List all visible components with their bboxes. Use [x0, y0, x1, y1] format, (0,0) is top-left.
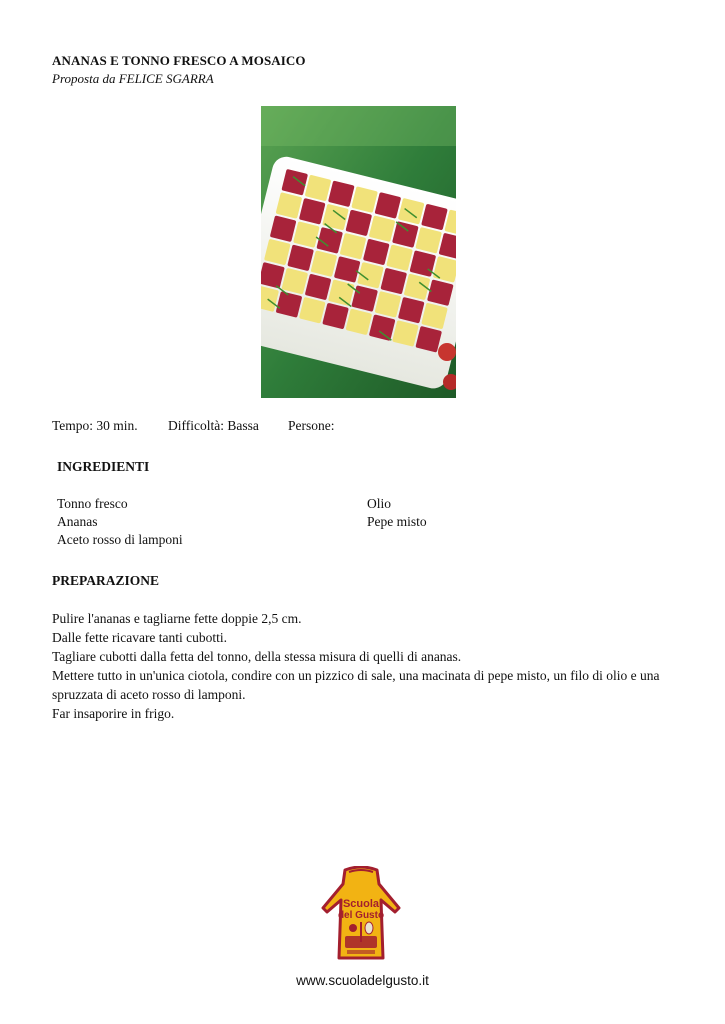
recipe-photo: [261, 106, 456, 398]
logo-text-line1: Scuola: [342, 898, 380, 910]
preparation-step: Pulire l'ananas e tagliarne fette doppie 2,5 cm.: [52, 611, 302, 626]
preparation-text: [52, 609, 672, 723]
difficulty-label: Difficoltà: Bassa: [168, 418, 259, 433]
ingredients-list-left: [57, 495, 183, 549]
preparation-heading: PREPARAZIONE: [52, 573, 160, 588]
preparation-step: Tagliare cubotti dalla fetta del tonno, della stessa misura di quelli di ananas.: [52, 649, 462, 664]
website-link[interactable]: www.scuoladelgusto.it: [296, 973, 429, 988]
preparation-step: Far insaporire in frigo.: [52, 706, 175, 721]
ingredient-item: Pepe misto: [367, 514, 427, 529]
logo-text-line2: del Gusto: [337, 910, 385, 921]
ingredients-heading: INGREDIENTI: [57, 459, 150, 474]
recipe-title: ANANAS E TONNO FRESCO A MOSAICO: [52, 53, 306, 68]
preparation-step: Mettere tutto in un'unica ciotola, condire con un pizzico di sale, una macinata di pepe misto, un filo di olio e una spruzzata di aceto rosso di lamponi.: [52, 668, 660, 702]
ingredient-item: Aceto rosso di lamponi: [57, 532, 183, 547]
ingredient-item: Olio: [367, 496, 392, 511]
recipe-author: Proposta da FELICE SGARRA: [52, 71, 214, 86]
ingredient-item: Tonno fresco: [57, 496, 128, 511]
ingredients-list-right: [367, 495, 427, 531]
persons-label: Persone:: [288, 418, 335, 433]
ingredient-item: Ananas: [57, 514, 98, 529]
time-label: Tempo: 30 min.: [52, 418, 138, 433]
scuola-del-gusto-logo: [319, 866, 403, 962]
preparation-step: Dalle fette ricavare tanti cubotti.: [52, 630, 228, 645]
